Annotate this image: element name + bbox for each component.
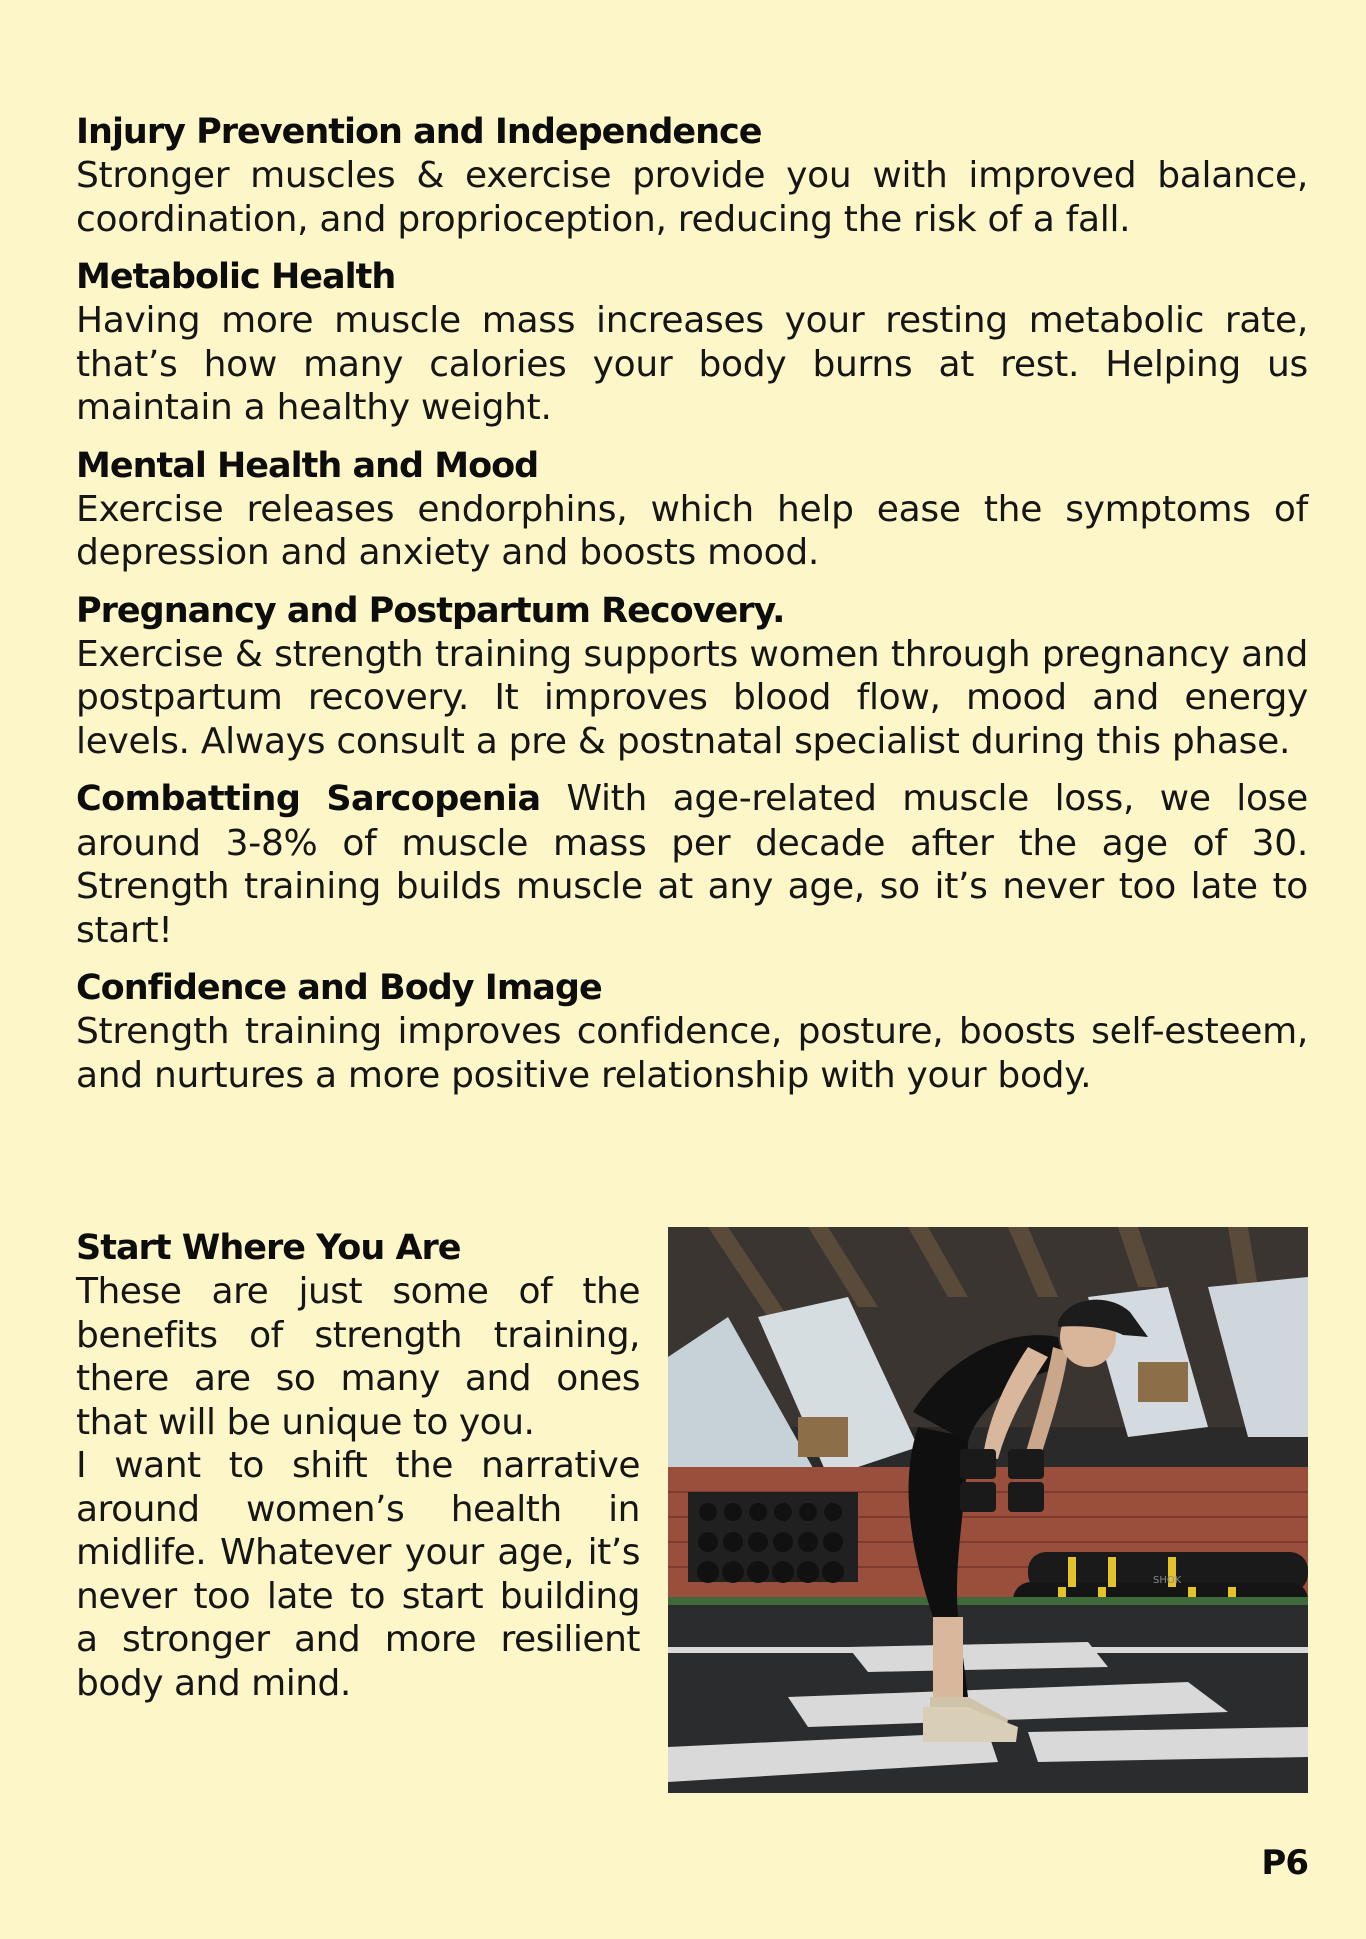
section-heading: Metabolic Health bbox=[76, 257, 396, 297]
start-paragraph-1: These are just some of the benefits of strength training, there are so many and ones that will be unique to you. bbox=[76, 1271, 640, 1443]
section-metabolic-health bbox=[76, 255, 1308, 430]
equipment-label: SHOK bbox=[1153, 1575, 1182, 1586]
section-body: Exercise releases endorphins, which help ease the symptoms of depression and anxiety and boosts mood. bbox=[76, 488, 1308, 573]
section-body: Strength training improves confidence, posture, boosts self-esteem, and nurtures a more positive relationship with your body. bbox=[76, 1011, 1308, 1096]
section-body: With age-related muscle loss, we lose around 3-8% of muscle mass per decade after the age of 30. Strength training builds muscle at any age, so it’s never too late to start! bbox=[76, 778, 1308, 951]
gym-photo bbox=[668, 1227, 1308, 1793]
start-paragraph-2: I want to shift the narrative around women’s health in midlife. Whatever your age, it’s never too late to start building a stronger and more resilient body and mind. bbox=[76, 1445, 640, 1704]
document-page bbox=[76, 110, 1308, 1111]
section-heading: Confidence and Body Image bbox=[76, 968, 602, 1008]
section-confidence bbox=[76, 966, 1308, 1097]
section-heading: Combatting Sarcopenia bbox=[76, 779, 541, 819]
start-text-column bbox=[76, 1226, 640, 1705]
section-body: Exercise & strength training supports women through pregnancy and postpartum recovery. It improves blood flow, mood and energy levels. Always consult a pre & postnatal specialist during this phase. bbox=[76, 633, 1308, 762]
section-body: Having more muscle mass increases your resting metabolic rate, that’s how many calories your body burns at rest. Helping us maintain a healthy weight. bbox=[76, 300, 1308, 428]
section-heading: Pregnancy and Postpartum Recovery. bbox=[76, 590, 785, 631]
section-sarcopenia bbox=[76, 777, 1308, 952]
dumbbell-rack bbox=[688, 1492, 858, 1583]
section-injury-prevention bbox=[76, 110, 1308, 241]
section-body: Stronger muscles & exercise provide you with improved balance, coordination, and proprioception, reducing the risk of a fall. bbox=[76, 155, 1308, 240]
start-where-you-are-block bbox=[76, 1226, 1308, 1796]
page-number: P6 bbox=[1261, 1843, 1308, 1883]
section-heading: Injury Prevention and Independence bbox=[76, 112, 762, 152]
section-pregnancy bbox=[76, 589, 1308, 764]
turf-strip bbox=[668, 1597, 1308, 1605]
gym-photo-illustration bbox=[668, 1227, 1308, 1793]
section-mental-health bbox=[76, 444, 1308, 575]
start-heading: Start Where You Are bbox=[76, 1228, 461, 1268]
section-heading: Mental Health and Mood bbox=[76, 445, 539, 486]
